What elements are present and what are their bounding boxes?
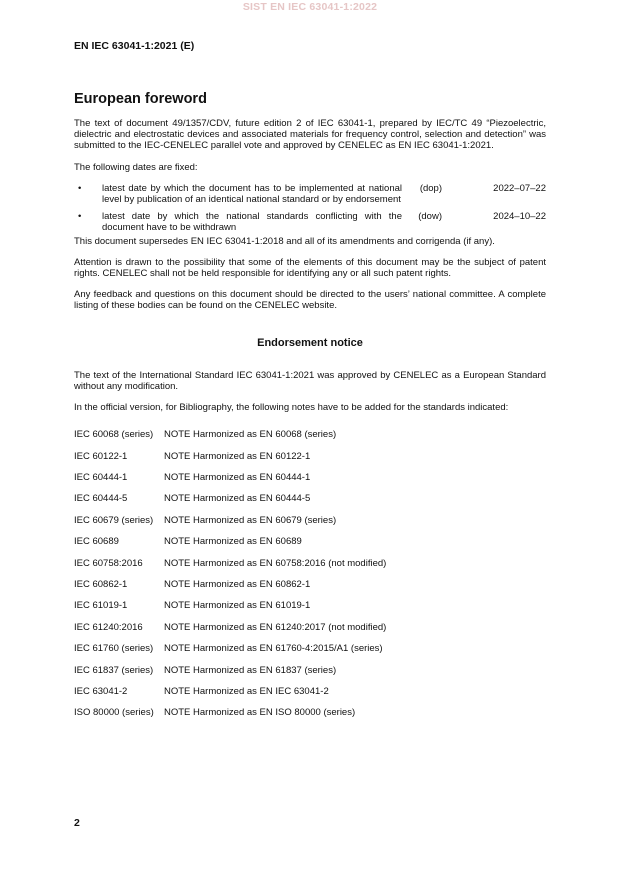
page-number: 2 [74, 817, 80, 829]
bibliography-intro: In the official version, for Bibliography, the following notes have to be added for the standards indicated: [74, 402, 509, 414]
date-item-dop [74, 183, 546, 205]
foreword-intro: The text of document 49/1357/CDV, future edition 2 of IEC 63041-1, prepared by IEC/TC 49 “Piezoelectric, dielectric and electrostatic devices and associated materials for frequency control, selection and detection” was submitted to the IEC-CENELEC parallel vote and approved by CENELEC as EN IEC 63041-1:2021. [74, 118, 546, 152]
supersedes-text: This document supersedes EN IEC 63041-1:2018 and all of its amendments and corrigenda (if any). [74, 235, 495, 247]
patent-attention: Attention is drawn to the possibility that some of the elements of this document may be the subject of patent rights. CENELEC shall not be held responsible for identifying any or all such patent rights. [74, 256, 546, 280]
harmonized-note: NOTE Harmonized as EN 60444-5 [164, 493, 311, 505]
standard-reference: IEC 60444-5 [74, 493, 128, 505]
dates-intro: The following dates are fixed: [74, 161, 198, 173]
standard-reference: IEC 60689 [74, 536, 119, 548]
harmonized-note: NOTE Harmonized as EN 61240:2017 (not modified) [164, 621, 387, 633]
harmonized-note: NOTE Harmonized as EN 60689 [164, 536, 302, 548]
standard-reference: IEC 61760 (series) [74, 643, 154, 655]
standard-reference: IEC 63041-2 [74, 685, 128, 697]
endorsement-text: The text of the International Standard IEC 63041-1:2021 was approved by CENELEC as a European Standard without any modification. [74, 369, 546, 392]
date-item-text [102, 183, 546, 205]
standard-reference: IEC 61837 (series) [74, 664, 154, 676]
bullet: • [78, 182, 82, 194]
harmonized-note: NOTE Harmonized as EN IEC 63041-2 [164, 685, 329, 697]
note-row [74, 429, 546, 450]
harmonized-note: NOTE Harmonized as EN 60122-1 [164, 450, 311, 462]
harmonized-note: NOTE Harmonized as EN 61837 (series) [164, 664, 337, 676]
date-description: latest date by which the national standards conflicting with the document have to be withdrawn [102, 211, 402, 234]
note-row [74, 665, 546, 686]
date-item-text [102, 211, 546, 233]
endorsement-title: Endorsement notice [257, 336, 363, 349]
note-row [74, 643, 546, 664]
harmonized-note: NOTE Harmonized as EN ISO 80000 (series) [164, 707, 356, 719]
date-code: (dow) [418, 211, 442, 223]
note-row [74, 536, 546, 557]
standard-reference: IEC 60758:2016 [74, 557, 143, 569]
harmonized-note: NOTE Harmonized as EN 61019-1 [164, 600, 311, 612]
note-row [74, 707, 546, 728]
date-code: (dop) [419, 182, 442, 194]
note-row [74, 600, 546, 621]
running-header: EN IEC 63041-1:2021 (E) [74, 40, 195, 52]
note-row [74, 515, 546, 536]
standard-reference: IEC 60068 (series) [74, 429, 154, 441]
page-content [74, 90, 546, 729]
date-value: 2022–07–22 [493, 182, 546, 194]
harmonized-notes-list [74, 429, 546, 728]
harmonized-note: NOTE Harmonized as EN 60862-1 [164, 578, 311, 590]
feedback-text: Any feedback and questions on this document should be directed to the users’ national committee. A complete listing of these bodies can be found on the CENELEC website. [74, 289, 546, 312]
foreword-title: European foreword [74, 91, 207, 107]
standard-reference: IEC 60122-1 [74, 450, 128, 462]
harmonized-note: NOTE Harmonized as EN 61760-4:2015/A1 (series) [164, 643, 383, 655]
standard-reference: IEC 61019-1 [74, 600, 128, 612]
harmonized-note: NOTE Harmonized as EN 60758:2016 (not modified) [164, 557, 387, 569]
date-value: 2024–10–22 [493, 211, 546, 223]
date-item-dow [74, 211, 546, 233]
note-row [74, 622, 546, 643]
dates-list [74, 183, 546, 234]
watermark: SIST EN IEC 63041-1:2022 [242, 1, 378, 13]
standard-reference: IEC 60444-1 [74, 472, 128, 484]
standard-reference: IEC 60679 (series) [74, 514, 154, 526]
note-row [74, 558, 546, 579]
note-row [74, 579, 546, 600]
note-row [74, 451, 546, 472]
harmonized-note: NOTE Harmonized as EN 60444-1 [164, 472, 311, 484]
bullet: • [78, 211, 82, 223]
note-row [74, 493, 546, 514]
harmonized-note: NOTE Harmonized as EN 60068 (series) [164, 429, 337, 441]
harmonized-note: NOTE Harmonized as EN 60679 (series) [164, 514, 337, 526]
standard-reference: ISO 80000 (series) [74, 707, 154, 719]
note-row [74, 686, 546, 707]
note-row [74, 472, 546, 493]
standard-reference: IEC 61240:2016 [74, 621, 143, 633]
standard-reference: IEC 60862-1 [74, 578, 128, 590]
date-description: latest date by which the document has to be implemented at national level by publication of an identical national standard or by endorsement [102, 182, 402, 206]
